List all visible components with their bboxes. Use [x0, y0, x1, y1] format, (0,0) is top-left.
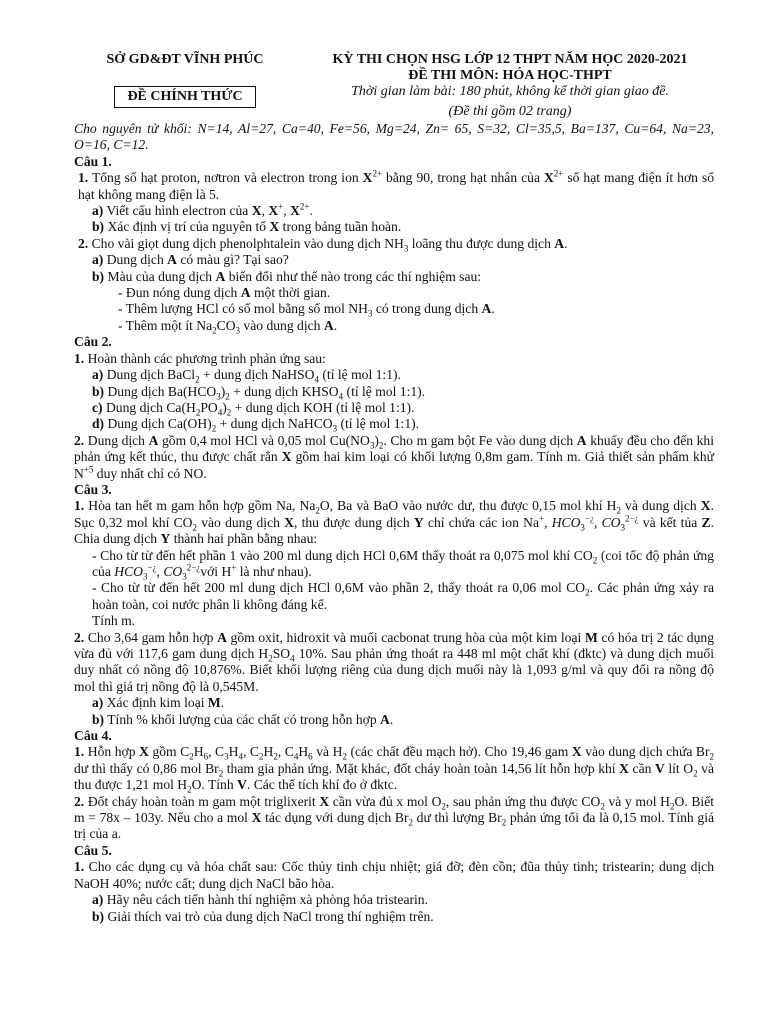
question-4-title: Câu 4.: [74, 728, 112, 744]
q3-part1-exp1: - Cho từ từ đến hết phần 1 vào 200 ml dung dịch HCl 0,6M thấy thoát ra 0,075 mol khí $CO_2$ (coi tốc độ phản ứng của $HCO_3^{-¿}$, $CO_3^{2-¿}với$ H+ là như nhau).: [92, 547, 715, 582]
question-3-title: Câu 3.: [74, 481, 112, 497]
exam-subject: ĐỀ THI MÔN: HÓA HỌC-THPT: [408, 68, 612, 83]
q5-part1-a: a) Hãy nêu cách tiến hành thí nghiệm xà phòng hóa tristearin.: [92, 892, 428, 908]
q2-part1-d: d) Dung dịch $Ca(OH)_2$ + dung dịch NaHCO$_3$ (tỉ lệ mol 1:1).: [92, 416, 420, 435]
official-stamp: ĐỀ CHÍNH THỨC: [114, 86, 255, 108]
q1-exp2: - Thêm lượng HCl có số mol bằng số mol $NH_3$ có trong dung dịch A.: [118, 301, 495, 320]
q4-part2: 2. Đốt cháy hoàn toàn m gam một triglixerit X cần vừa đủ x mol $O_2$, sau phản ứng thu được $CO_2$ và y mol $H_2O$. Biết m = 78x – 103y. Nếu cho a mol X tác dụng với dung dịch $Br_2$ dư thì lượng $Br_2$ phản ứng tối đa là 0,15 mol. Tính giá trị của a.: [74, 793, 715, 842]
time-note: Thời gian làm bài: 180 phút, không kể thời gian giao đề.: [351, 84, 669, 99]
exam-title: KỲ THI CHỌN HSG LỚP 12 THPT NĂM HỌC 2020-2021: [332, 52, 688, 67]
q1-part2: 2. Cho vài giọt dung dịch phenolphtalein vào dung dịch $NH_3$ loãng thu được dung dịch A.: [78, 235, 568, 254]
q2-part2: 2. Dung dịch A gồm 0,4 mol HCl và 0,05 mol $Cu(NO_3)_2$. Cho m gam bột Fe vào dung dịch A khuấy đều cho đến khi phản ứng kết thúc, thu được chất rắn X gồm hai kim loại có khối lượng 0,8m gam. Tính m. Giả thiết sản phẩm khử $N^{+5}$ duy nhất chỉ có NO.: [74, 432, 715, 481]
question-1-title: Câu 1.: [74, 153, 112, 169]
q3-part1-ask: Tính m.: [92, 613, 136, 629]
department-name: SỞ GD&ĐT VĨNH PHÚC: [106, 52, 264, 67]
q2-part1-a: a) Dung dịch BaCl$_2$ + dung dịch NaHSO$_4$ (tỉ lệ mol 1:1).: [92, 367, 401, 385]
q1-part1-b: b) Xác định vị trí của nguyên tố X trong bảng tuần hoàn.: [92, 219, 402, 235]
q4-part1: 1. Hỗn hợp X gồm $C_2H_6$, $C_3H_4$, $C_2H_2$, $C_4H_6$ và $H_2$ (các chất đều mạch hở). Cho 19,46 gam X vào dung dịch chứa $Br_2$ dư thì thấy có 0,86 mol $Br_2$ tham gia phản ứng. Mặt khác, đốt cháy hoàn toàn 14,56 lít hỗn hợp khí X cần V lít $O_2$ và thu được 1,21 mol $H_2O$. Tính V. Các thể tích khí đo ở đktc.: [74, 744, 714, 795]
q2-part1-b: b) Dung dịch $Ba(HCO_3)_2$ + dung dịch $KHSO_4$ (tỉ lệ mol 1:1).: [92, 383, 426, 402]
header-left: [80, 52, 290, 108]
q5-part1: 1. Cho các dụng cụ và hóa chất sau: Cốc thủy tinh chịu nhiệt; giá đỡ; đèn cồn; đũa thủy tinh; tristearin; dung dịch NaOH 40%; nước cất; dung dịch NaCl bão hòa.: [74, 859, 714, 891]
q1-exp1: - Đun nóng dung dịch A một thời gian.: [118, 285, 331, 301]
q3-part2-a: a) Xác định kim loại M.: [92, 695, 225, 711]
q1-part1-a: a) Viết cấu hình electron của X, X+, $X^{2+}$.: [92, 201, 313, 219]
q5-part1-b: b) Giải thích vai trò của dung dịch NaCl trong thí nghiệm trên.: [92, 908, 434, 924]
pages-note: (Đề thi gồm 02 trang): [448, 104, 572, 119]
header-right: [300, 52, 720, 120]
q1-part1: 1. Tổng số hạt proton, nơtron và electron trong ion $X^{2+}$ bằng 90, trong hạt nhân của $X^{2+}$ số hạt mang điện ít hơn số hạt không mang điện là 5.: [78, 168, 714, 202]
exam-body: [74, 121, 714, 925]
q1-part2-a: a) Dung dịch A có màu gì? Tại sao?: [92, 252, 289, 268]
q3-part1-exp2: - Cho từ từ đến hết 200 ml dung dịch HCl 0,6M vào phần 2, thấy thoát ra 0,06 mol $CO_2$. Các phản ứng xảy ra hoàn toàn, coi nước phân li không đáng kể.: [92, 580, 714, 612]
q1-exp3: - Thêm một ít $Na_2CO_3$ vào dung dịch A.: [118, 317, 338, 336]
q1-part2-b: b) Màu của dung dịch A biến đổi như thế nào trong các thí nghiệm sau:: [92, 268, 482, 284]
q2-part1-c: c) Dung dịch $Ca(H_2PO_4)_2$ + dung dịch KOH (tỉ lệ mol 1:1).: [92, 399, 415, 418]
question-5-title: Câu 5.: [74, 842, 112, 858]
q3-part1: 1. Hòa tan hết m gam hỗn hợp gồm Na, $Na_2O$, Ba và BaO vào nước dư, thu được 0,15 mol khí $H_2$ và dung dịch X. Sục 0,32 mol khí $CO_2$ vào dung dịch X, thu được dung dịch Y chỉ chứa các ion Na+, $HCO_3^{-¿}$, $CO_3^{2-¿}$ và kết tủa Z. Chia dung dịch Y thành hai phần bằng nhau:: [74, 498, 714, 547]
q3-part2-b: b) Tính % khối lượng của các chất có trong hỗn hợp A.: [92, 711, 394, 727]
q2-part1: 1. Hoàn thành các phương trình phản ứng sau:: [74, 350, 326, 366]
question-2-title: Câu 2.: [74, 334, 112, 350]
q3-part2: 2. Cho 3,64 gam hỗn hợp A gồm oxit, hidroxit và muối cacbonat trung hòa của một kim loại M có hóa trị 2 tác dụng vừa đủ với 117,6 gam dung dịch $H_2SO_4$ 10%. Sau phản ứng thoát ra 448 ml một chất khí (đktc) và dung dịch muối duy nhất có nồng độ 10,876%. Biết khối lượng riêng của dung dịch muối này là 1,093 g/ml và quy đổi ra nồng độ mol thì giá trị nồng độ là 0,545M.: [74, 629, 714, 694]
atomic-masses: Cho nguyên tử khối: N=14, Al=27, Ca=40, Fe=56, Mg=24, Zn= 65, S=32, Cl=35,5, Ba=137, Cu=64, Na=23, O=16, C=12.: [74, 121, 714, 153]
